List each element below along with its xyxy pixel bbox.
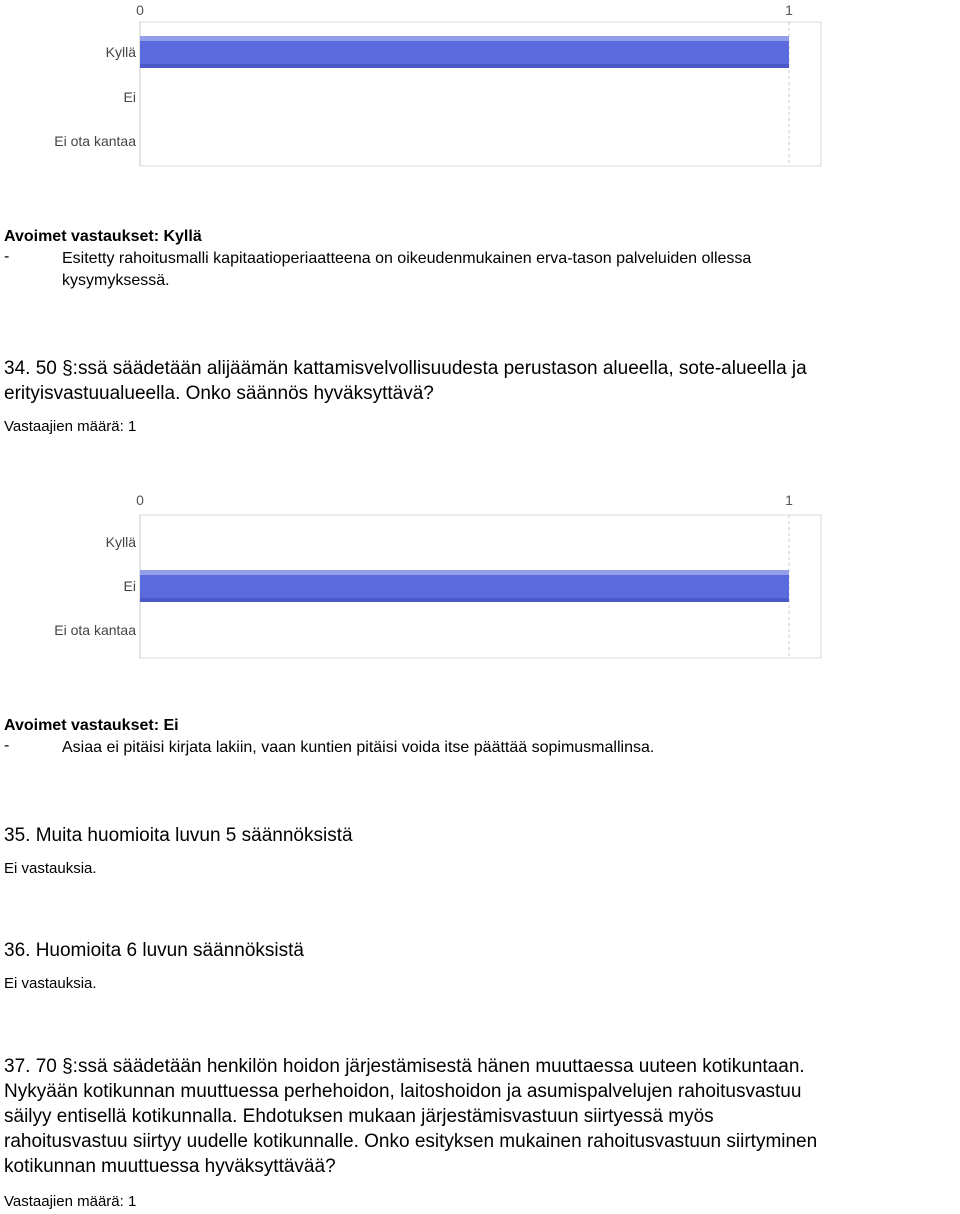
x-tick-label: 0	[136, 492, 144, 508]
question-37-line: 37. 70 §:ssä säädetään henkilön hoidon järjestämisestä hänen muuttaessa uuteen kotikuntaan.	[4, 1056, 805, 1077]
question-34	[4, 356, 959, 406]
respondent-count-37: Vastaajien määrä: 1	[4, 1193, 137, 1210]
question-37	[4, 1054, 959, 1179]
category-label: Ei	[123, 89, 136, 105]
question-37-line: Nykyään kotikunnan muuttuessa perhehoidon, laitoshoidon ja asumispalvelujen rahoitusvastuu	[4, 1081, 802, 1102]
category-label: Kyllä	[105, 44, 136, 60]
chart-1-svg	[0, 0, 830, 170]
x-tick-label: 1	[785, 2, 793, 18]
open-answer-2	[4, 737, 944, 761]
open-answers-title-2: Avoimet vastaukset: Ei	[4, 717, 179, 734]
chart-1	[0, 0, 830, 170]
bar-shadow	[140, 64, 789, 68]
question-34-line: erityisvastuualueella. Onko säännös hyväksyttävä?	[4, 383, 434, 404]
bar-highlight	[140, 36, 789, 41]
list-dash: -	[4, 248, 10, 265]
x-tick-label: 0	[136, 2, 144, 18]
list-dash: -	[4, 737, 10, 754]
bar-shadow	[140, 598, 789, 602]
question-37-line: säilyy entisellä kotikunnalla. Ehdotuksen mukaan järjestämisvastuun siirtyessä myös	[4, 1106, 714, 1127]
chart-2	[0, 480, 830, 665]
question-34-line: 34. 50 §:ssä säädetään alijäämän kattamisvelvollisuudesta perustason alueella, sote-alueella ja	[4, 358, 807, 379]
answer-line: Asiaa ei pitäisi kirjata lakiin, vaan kuntien pitäisi voida itse päättää sopimusmallinsa.	[62, 739, 655, 756]
open-answer-1	[4, 248, 944, 294]
category-label: Ei ota kantaa	[54, 133, 136, 149]
answer-line: kysymyksessä.	[62, 272, 170, 289]
x-tick-label: 1	[785, 492, 793, 508]
no-answers-35: Ei vastauksia.	[4, 860, 97, 877]
question-35: 35. Muita huomioita luvun 5 säännöksistä	[4, 825, 353, 846]
no-answers-36: Ei vastauksia.	[4, 975, 97, 992]
answer-line: Esitetty rahoitusmalli kapitaatioperiaatteena on oikeudenmukainen erva-tason palveluiden ollessa	[62, 250, 752, 267]
category-label: Kyllä	[105, 534, 136, 550]
bar-highlight	[140, 570, 789, 575]
category-label: Ei ota kantaa	[54, 622, 136, 638]
respondent-count-34: Vastaajien määrä: 1	[4, 418, 137, 435]
category-label: Ei	[123, 578, 136, 594]
question-36: 36. Huomioita 6 luvun säännöksistä	[4, 940, 304, 961]
question-37-line: kotikunnan muuttuessa hyväksyttävää?	[4, 1156, 336, 1177]
open-answers-title-1: Avoimet vastaukset: Kyllä	[4, 228, 202, 245]
chart-2-svg	[0, 480, 830, 665]
question-37-line: rahoitusvastuu siirtyy uudelle kotikunnalle. Onko esityksen mukainen rahoitusvastuun siirtyminen	[4, 1131, 818, 1152]
